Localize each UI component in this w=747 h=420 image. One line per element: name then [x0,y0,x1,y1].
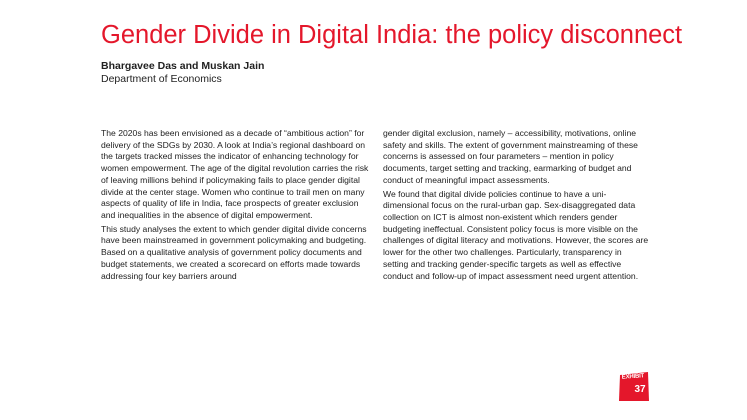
exhibit-label: EXHIBIT [621,373,645,381]
department-name: Department of Economics [101,73,222,85]
exhibit-badge [619,372,649,401]
paragraph-study: This study analyses the extent to which gender digital divide concerns have been mainstreamed in government policymaking and budgeting. Based on a qualitative analysis of government policy documents and budget statements, we created a scorecard on efforts made towards addressing four key barriers around [101,223,367,281]
left-column [101,128,371,282]
page-title: Gender Divide in Digital India: the policy disconnect [101,21,683,49]
paragraph-intro: The 2020s has been envisioned as a decade of “ambitious action” for delivery of the SDGs by 2030. A look at India’s regional dashboard on the targets tracked misses the indicator of enhancing technology for women empowerment. The age of the digital revolution carries the risk of leaving millions behind if policymaking fails to place gender digital divide at the center stage. Women who continue to trail men on many aspects of quality of life in India, face prospects of greater exclusion and inequalities in the absence of digital empowerment. [101,128,369,221]
exhibit-number: 37 [634,384,646,395]
paragraph-findings: We found that digital divide policies continue to have a uni-dimensional focus on the rural-urban gap. Sex-disaggregated data collection on ICT is almost non-existent which renders gender budgeting ineffectual. Consistent policy focus is more visible on the challenges of digital literacy and motivations. However, the scores are lower for the other two challenges. Particularly, transparency in setting and tracking gender-specific targets as well as effective conduct and follow-up of impact assessment need urgent attention. [383,188,649,281]
paragraph-method: gender digital exclusion, namely – accessibility, motivations, online safety and skills. The extent of government mainstreaming of these concerns is assessed on four parameters – mention in policy documents, target setting and tracking, earmarking of budget and conduct of meaningful impact assessments. [383,128,638,185]
author-names: Bhargavee Das and Muskan Jain [101,60,265,72]
right-column [383,128,649,282]
